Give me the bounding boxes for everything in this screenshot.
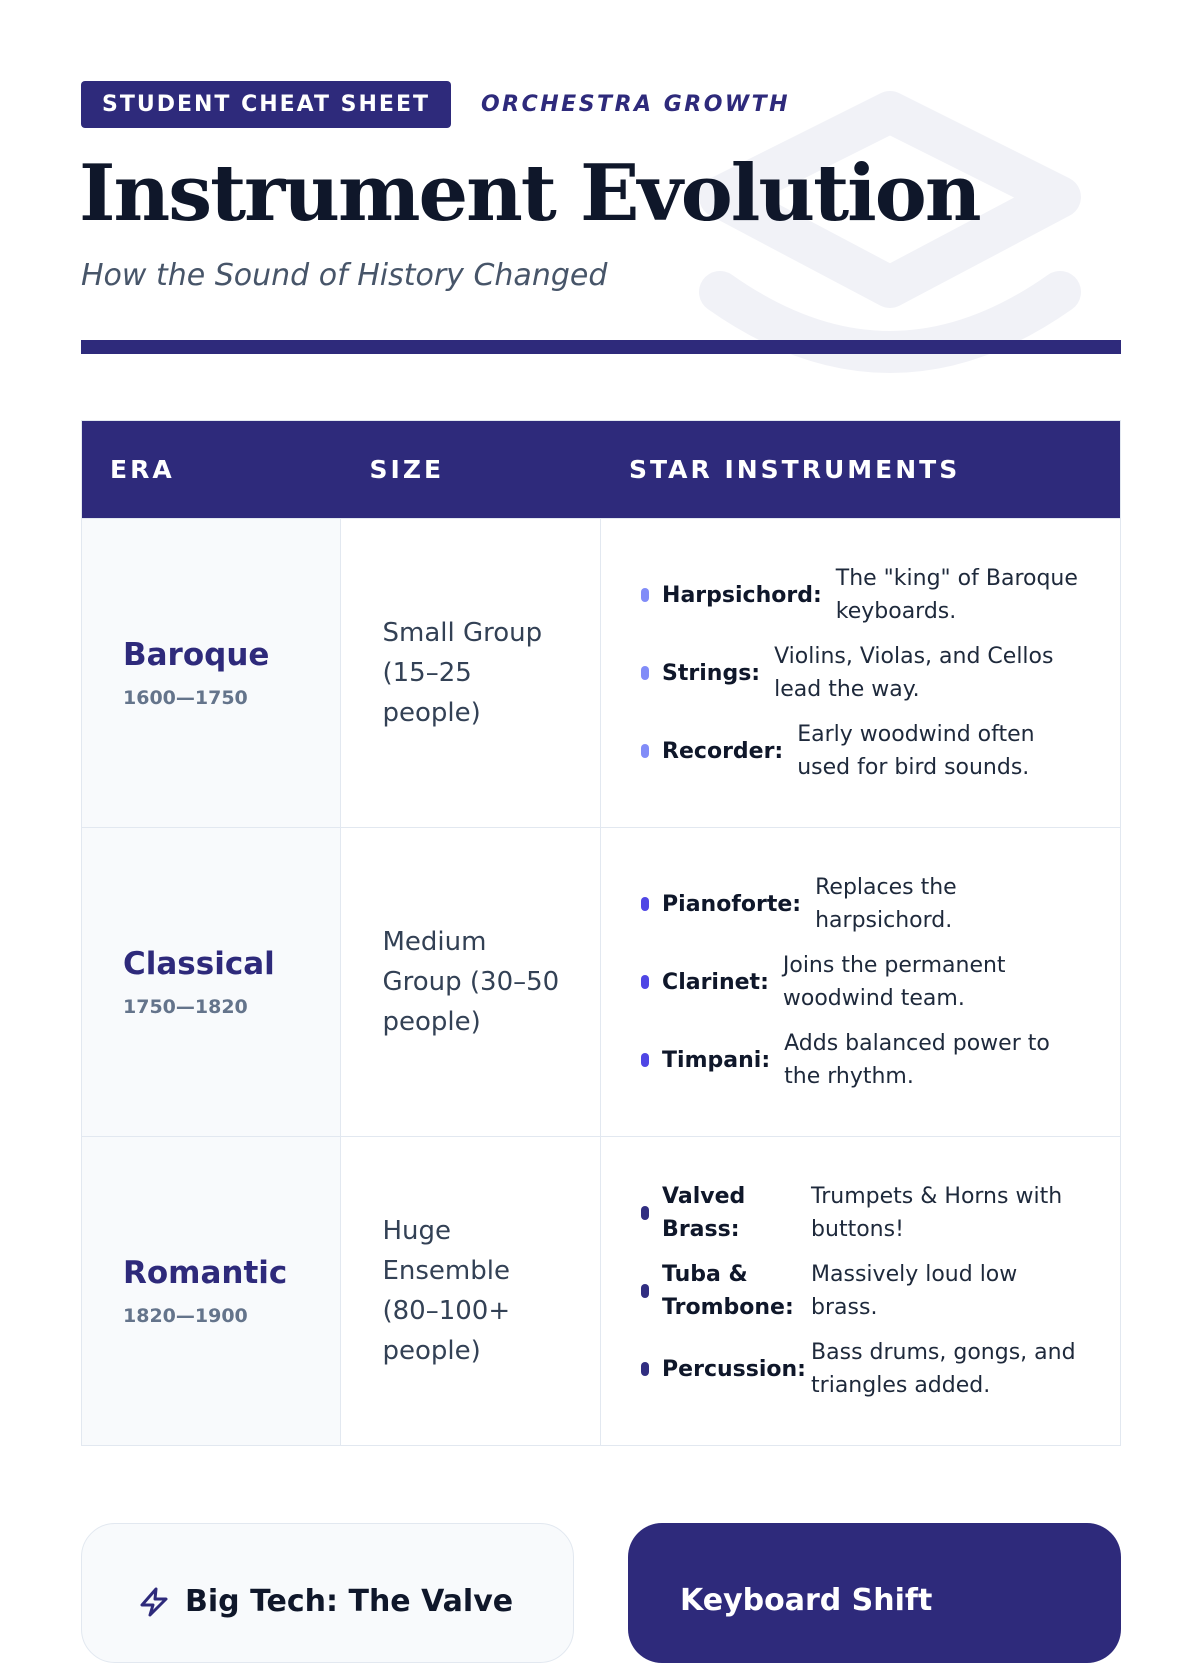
era-cell — [82, 828, 341, 1136]
cheat-sheet-badge: STUDENT CHEAT SHEET — [81, 81, 451, 128]
list-item — [641, 1258, 1084, 1324]
instrument-name: Strings: — [662, 660, 761, 686]
instrument-desc: Replaces the harpsichord. — [815, 875, 957, 933]
era-name: Romantic — [123, 1255, 288, 1291]
instrument-desc: The "king" of Baroque keyboards. — [835, 566, 1078, 624]
era-table — [81, 420, 1121, 1446]
list-item — [641, 1180, 1084, 1246]
table-header — [82, 421, 1120, 518]
bullet-icon — [641, 897, 649, 911]
bullet-icon — [641, 744, 649, 758]
valve-card-title — [137, 1584, 513, 1619]
instruments-cell — [601, 519, 1120, 827]
lightning-icon — [137, 1587, 171, 1617]
instrument-desc: Adds balanced power to the rhythm. — [784, 1031, 1050, 1089]
list-item — [641, 640, 1084, 706]
size-cell: Small Group (15–25 people) — [341, 519, 601, 827]
page-subtitle: How the Sound of History Changed — [81, 258, 608, 293]
table-row — [82, 827, 1120, 1136]
instrument-desc: Joins the permanent woodwind team. — [782, 953, 1006, 1011]
era-cell — [82, 519, 341, 827]
list-item — [641, 1027, 1084, 1093]
size-cell: Huge Ensemble (80–100+ people) — [341, 1137, 601, 1445]
keyboard-card — [628, 1523, 1121, 1663]
instrument-desc: Bass drums, gongs, and triangles added. — [811, 1340, 1076, 1398]
instrument-name: Harpsichord: — [662, 582, 822, 608]
instrument-name: Timpani: — [662, 1047, 771, 1073]
bullet-icon — [641, 666, 649, 680]
list-item — [641, 949, 1084, 1015]
list-item — [641, 1336, 1084, 1402]
era-years: 1820—1900 — [123, 1305, 248, 1327]
era-name: Baroque — [123, 637, 270, 673]
instrument-name: Pianoforte: — [662, 891, 802, 917]
era-years: 1750—1820 — [123, 996, 248, 1018]
valve-card — [81, 1523, 574, 1663]
list-item — [641, 718, 1084, 784]
instrument-name: Percussion: — [662, 1356, 806, 1382]
instrument-name: Clarinet: — [662, 969, 769, 995]
bullet-icon — [641, 1284, 649, 1298]
tag-row — [81, 80, 790, 128]
size-cell: Medium Group (30–50 people) — [341, 828, 601, 1136]
list-item — [641, 562, 1084, 628]
instruments-cell — [601, 1137, 1120, 1445]
list-item — [641, 871, 1084, 937]
column-header-era: ERA — [110, 455, 175, 484]
bullet-icon — [641, 588, 649, 602]
instrument-desc: Trumpets & Horns with buttons! — [811, 1184, 1063, 1242]
bullet-icon — [641, 1053, 649, 1067]
title-divider — [81, 340, 1121, 354]
column-header-size: SIZE — [369, 455, 445, 484]
table-row — [82, 518, 1120, 827]
keyboard-card-title: Keyboard Shift — [680, 1583, 933, 1618]
instrument-desc: Violins, Violas, and Cellos lead the way. — [774, 644, 1054, 702]
instrument-name: Valved Brass: — [662, 1184, 746, 1242]
era-years: 1600—1750 — [123, 687, 248, 709]
instrument-name: Tuba & Trombone: — [662, 1262, 794, 1320]
instrument-desc: Early woodwind often used for bird sounds. — [797, 722, 1035, 780]
era-cell — [82, 1137, 341, 1445]
bullet-icon — [641, 975, 649, 989]
instrument-desc: Massively loud low brass. — [811, 1262, 1018, 1320]
table-row — [82, 1136, 1120, 1445]
bullet-icon — [641, 1362, 649, 1376]
instruments-cell — [601, 828, 1120, 1136]
page-title: Instrument Evolution — [79, 148, 980, 239]
bullet-icon — [641, 1206, 649, 1220]
column-header-instruments: STAR INSTRUMENTS — [629, 455, 961, 484]
topic-eyebrow: ORCHESTRA GROWTH — [480, 91, 791, 117]
instrument-name: Recorder: — [662, 738, 784, 764]
valve-card-title-text: Big Tech: The Valve — [185, 1584, 514, 1619]
era-name: Classical — [123, 946, 275, 982]
